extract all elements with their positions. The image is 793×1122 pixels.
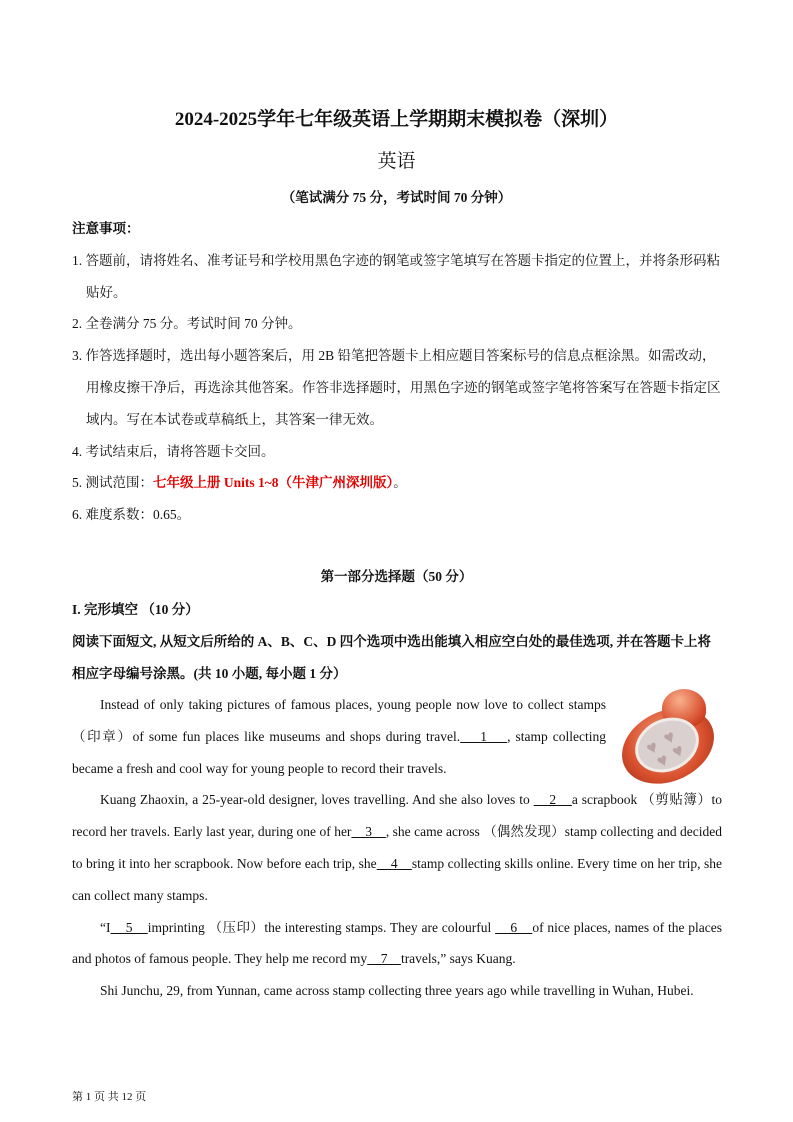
text: travels,” says Kuang. (400, 951, 516, 967)
blank-7: 7 (367, 951, 401, 967)
note-item-scope (72, 467, 722, 499)
text: imprinting （压印）the interesting stamps. They are colourful (147, 919, 496, 935)
stamp-illustration: ♥ ♥ ♥ ♥ (616, 689, 724, 784)
part-instructions: 阅读下面短文, 从短文后所给的 A、B、C、D 四个选项中选出能填入相应空白处的最佳选项, 并在答题卡上将相应字母编号涂黑。(共 10 小题, 每小题 1 分） (72, 633, 712, 681)
exam-title: 2024-2025学年七年级英语上学期期末模拟卷（深圳） (174, 109, 619, 130)
cloze-passage (72, 689, 722, 1007)
part-block (72, 594, 722, 689)
section-title: 第一部分选择题（50 分） (320, 569, 473, 584)
scope-prefix: 5. 测试范围： (72, 475, 153, 491)
note-item: 6. 难度系数：0.65。 (72, 507, 191, 523)
blank-2: 2 (533, 792, 572, 808)
exam-subtitle: （笔试满分 75 分，考试时间 70 分钟） (281, 190, 512, 205)
scope-suffix: 。 (393, 475, 407, 491)
paragraph-2 (72, 784, 722, 911)
page-footer: 第 1 页 共 12 页 (72, 1091, 147, 1103)
note-item: 4. 考试结束后，请将答题卡交回。 (72, 443, 275, 459)
text: Kuang Zhaoxin, a 25-year-old designer, loves travelling. And she also loves to (100, 792, 534, 808)
scope-value: 七年级上册 Units 1~8（牛津广州深圳版） (153, 475, 394, 491)
blank-5: 5 (110, 919, 148, 935)
paragraph-3 (72, 912, 722, 976)
note-item: 1. 答题前，请将姓名、准考证号和学校用黑色字迹的钢笔或签字笔填写在答题卡指定的位置上，并将条形码粘贴好。 (72, 252, 720, 300)
text: Instead of only taking pictures of famous places, young people now love to collect stamps（印章）of some fun places like museums and shops during travel. (72, 697, 606, 744)
blank-1: 1 (460, 728, 508, 744)
blank-6: 6 (495, 919, 533, 935)
text: of nice places, names of the places and photos of famous people. They help me record my (72, 919, 723, 967)
text: “I (100, 919, 111, 935)
part-title: I. 完形填空 （10 分） (72, 602, 199, 617)
blank-4: 4 (376, 855, 412, 871)
text: , stamp collecting became a fresh and cool way for young people to record their travels. (72, 728, 606, 776)
text: Shi Junchu, 29, from Yunnan, came across stamp collecting three years ago while travelling in Wuhan, Hubei. (100, 983, 694, 999)
subject-title: 英语 (377, 151, 416, 172)
note-item: 2. 全卷满分 75 分。考试时间 70 分钟。 (72, 316, 302, 332)
notes-heading: 注意事项： (72, 221, 140, 236)
text: stamp collecting skills online. Every time on her trip, she can collect many stamps. (72, 855, 723, 903)
blank-3: 3 (351, 824, 386, 840)
text: , she came across （偶然发现）stamp collecting and decided to bring it into her scrapbook. Now before each trip, she (72, 824, 723, 871)
paragraph-4 (72, 975, 722, 1007)
notes-section (72, 213, 722, 531)
note-item: 3. 作答选择题时，选出每小题答案后，用 2B 铅笔把答题卡上相应题目答案标号的信息点框涂黑。如需改动，用橡皮擦干净后，再选涂其他答案。作答非选择题时，用黑色字迹的钢笔或签字笔将答案写在答题卡指定区域内。写在本试卷或草稿纸上，其答案一律无效。 (72, 348, 721, 427)
text: a scrapbook （剪贴簿）to record her travels. Early last year, during one of her (72, 792, 723, 840)
